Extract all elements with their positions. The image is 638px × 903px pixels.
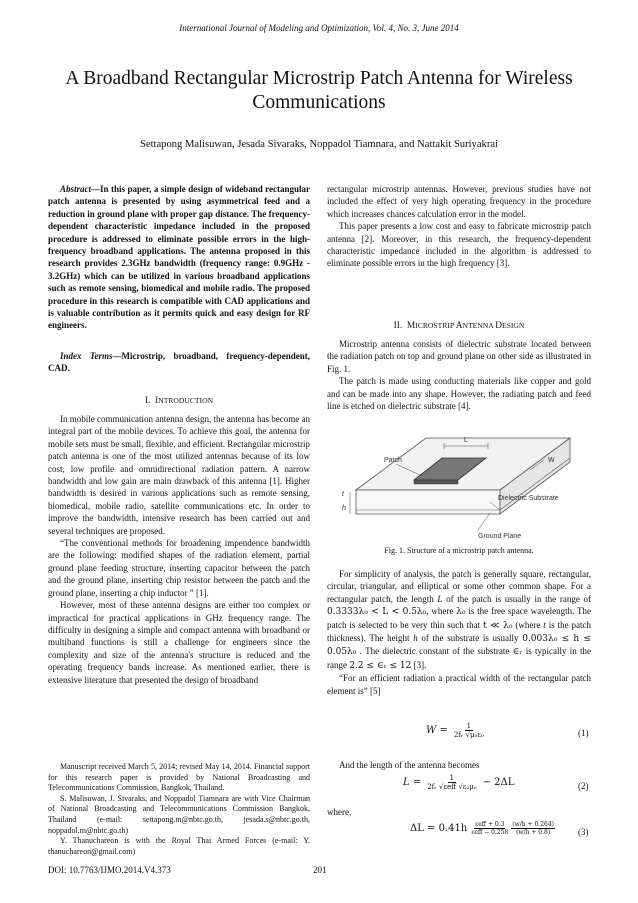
equation-2-number: (2) xyxy=(578,781,589,791)
simplicity-text-i: is typically in the range xyxy=(327,646,591,670)
section-1-number: I. xyxy=(144,396,151,406)
intro-paragraph-1: In mobile communication antenna design, the antenna has become an integral part of the mobile devices. To achieve this goal, the antenna for mobile sets must be small, flexible, and efficient. Rectangular microstrip patch antenna is one of the most utilized antennas because of its low cost, low profile and omnidirectional radiation pattern. A narrow bandwidth and low gain are main drawback of this antenna [1]. Higher bandwidth is desired in various applications such as remote sensing, biomedical, mobile radio, satellite communications etc. In order to improve the bandwidth, intensive research has been carried out and several techniques are proposed. xyxy=(48,414,310,536)
author-list: Settapong Malisuwan, Jesada Sivaraks, Noppadol Tiamnara, and Nattakit Suriyakrai xyxy=(139,139,499,150)
eq3-fraction-1-numerator: εeff + 0.3 xyxy=(475,821,505,828)
math-h: h xyxy=(413,633,418,644)
eq3-fraction-2-denominator: (w/h + 0.8) xyxy=(516,829,551,836)
simplicity-paragraph xyxy=(327,568,591,672)
thickness-label: t xyxy=(342,491,344,498)
simplicity-text-f: is the patch thickness). The height xyxy=(327,619,591,644)
footnote-2: S. Malisuwan, J. Sivaraks, and Noppadol Tiamnara are with Vice Chairman of National Broadcasting and Telecommunications Commission Bangkok, Thailand (e-mail: settapong.m@nbtc.go.th, jesada.s@nbtc.go.th, noppadol.m@nbtc.go.th) xyxy=(48,793,310,835)
index-terms-label: Index Terms xyxy=(60,351,113,361)
introduction-body xyxy=(48,413,310,686)
width-label: W xyxy=(548,457,555,464)
paper-title: A Broadband Rectangular Microstrip Patch Antenna for Wireless Communications xyxy=(65,68,573,113)
math-epsilon-range: 2.2 ≤ ∈ᵣ ≤ 12 xyxy=(349,660,412,671)
simplicity-text-d: is the free space wavelength. The patch is selected to be very thin such that xyxy=(327,606,591,630)
section-2-rest-3: ESIGN xyxy=(501,321,525,330)
ground-leader xyxy=(478,513,490,530)
math-lambda: λ₀ xyxy=(456,607,466,618)
simplicity-text-h: . The dielectric constant of the substrate xyxy=(356,646,513,657)
abstract-text: —In this paper, a simple design of wideband rectangular patch antenna is presented by using asymmetrical feed and a reduction in ground plane with proper gap distance. The frequency-dependent characteristic impedance included in the proposed procedure is addressed to eliminate possible errors in the high-frequency broadband applications. The antenna proposed in this research provides 2.3GHz bandwidth (frequency range: 0.9GHz - 3.2GHz) which can be utilized in various broadband applications such as remote sensing, biomedical and mobile radio. The proposed procedure in this research is compatible with CAD applications and is valuable contribution as it permits quick and easy design for RF engineers. xyxy=(48,184,310,331)
index-terms xyxy=(48,350,310,375)
footnote-1: Manuscript received March 5, 2014; revised May 14, 2014. Financial support for this research paper is provided by National Broadcasting and Telecommunications Commission, Bangkok, Thailand. xyxy=(48,762,310,793)
section-1-title-rest: NTRODUCTION xyxy=(158,396,214,405)
math-length-range: 0.3333λ₀ < L < 0.5λ₀ xyxy=(327,607,427,618)
eq3-fraction-1-denominator: εeff − 0.258 xyxy=(471,829,509,836)
design-paragraph-1: Microstrip antenna consists of dielectric substrate located between the radiation patch on top and ground plane on other side as illustrated in Fig. 1. xyxy=(327,339,591,374)
section-2-rest-1: ICROSTRIP xyxy=(415,321,456,330)
math-height-range: 0.003λ₀ ≤ h ≤ 0.05λ₀ xyxy=(327,634,591,658)
math-L: L xyxy=(437,593,443,604)
ground-plane-label: Ground Plane xyxy=(478,533,522,540)
eq2-fraction xyxy=(425,774,478,791)
abstract xyxy=(48,183,310,332)
page-number: 201 xyxy=(313,865,327,875)
where-text: where, xyxy=(327,807,352,817)
section-2-number: II. xyxy=(393,321,403,331)
intro-paragraph-2: “The conventional methods for broadening impendence bandwidth are the following: modified shapes of the radiation element, partial ground plane feeding structure, inserting capacitor between the patch and the ground plane, inserting chip resistor between the patch and the ground plane, inserting a chip inductor ” [1]. xyxy=(48,538,310,598)
eq3-fraction-2 xyxy=(511,821,555,836)
equation-2 xyxy=(403,774,514,791)
eq1-numerator: 1 xyxy=(466,722,472,730)
simplicity-text-e: (where xyxy=(512,619,544,630)
abstract-label: Abstract xyxy=(60,184,92,194)
microstrip-antenna-figure xyxy=(340,430,580,542)
equation-1 xyxy=(426,722,486,739)
design-paragraph-2: The patch is made using conducting materials like copper and gold and can be made into any shape. However, the radiating patch and feed line is etched on dielectric substrate [4]. xyxy=(327,376,591,412)
eq3-lhs: ΔL = 0.41h xyxy=(410,823,468,834)
intro-paragraph-3: However, most of these antenna designs are either too complex or impractical for practical applications in GHz frequency range. The difficulty in designing a simple and compact antenna with broadband or multiband functions is still a challenge for engineers since the complexity and size of the antenna's structure is reduced and the operating frequency bands increase. As mentioned earlier, there is extensive literature that presented the design of broadband xyxy=(48,600,310,685)
math-epsilon-r: ∈ᵣ xyxy=(512,647,523,658)
footnote-3: Y. Thanuchareon is with the Royal Thai Armed Forces (e-mail: Y. thanuchareon@gmail.com) xyxy=(48,836,310,856)
eq3-fraction-1 xyxy=(470,821,509,836)
width-intro-paragraph: “For an efficient radiation a practical width of the rectangular patch element is” [5] xyxy=(327,673,591,696)
journal-header: International Journal of Modeling and Optimization, Vol. 4, No. 3, June 2014 xyxy=(179,23,459,33)
dielectric-label: Dielectric Substrate xyxy=(498,495,559,502)
eq2-lhs: L = xyxy=(403,777,422,788)
doi: DOI: 10.7763/IJMO.2014.V4.373 xyxy=(48,865,171,875)
eq2-denominator: 2fᵣ √εeff √ε₀μ₀ xyxy=(427,783,477,791)
section-2-initial-m: M xyxy=(406,321,416,331)
eq2-tail: − 2ΔL xyxy=(482,777,515,788)
substrate-front-face xyxy=(356,490,500,514)
eq2-numerator: 1 xyxy=(449,774,455,782)
math-thickness-condition: t ≪ λ₀ xyxy=(483,620,513,631)
section-1-initial: I xyxy=(155,396,159,406)
right-paragraph-1: rectangular microstrip antennas. However, previous studies have not included the effect of very high operating frequency in the procedure which increases chances calculation error in the model. xyxy=(327,184,591,219)
section-2-initial-a: A xyxy=(455,321,463,331)
height-label: h xyxy=(342,505,346,512)
simplicity-text-c: , where xyxy=(426,606,457,617)
eq1-fraction xyxy=(452,722,486,739)
section-2-rest-2: NTENNA xyxy=(462,321,496,330)
simplicity-text-b: of the patch is usually in the range of xyxy=(442,593,591,604)
simplicity-text-a: For simplicity of analysis, the patch is generally square, rectangular, circular, triangular, and elliptical or some other common shape. For a rectangular patch, the length xyxy=(327,569,591,604)
right-paragraph-2: This paper presents a low cost and easy to fabricate microstrip patch antenna [2]. Moreover, in this research, the frequency-dependent characteristic impedance included in the algorithm is addressed to eliminate possible errors in the high frequency [3]. xyxy=(327,221,591,269)
index-terms-text: —Microstrip, broadband, frequency-dependent, CAD. xyxy=(48,351,310,374)
section-2-body xyxy=(327,338,591,412)
eq1-denominator: 2fᵣ √μ₀ε₀ xyxy=(453,731,484,739)
length-label: L xyxy=(464,437,468,444)
footnotes xyxy=(48,762,310,857)
simplicity-body xyxy=(327,568,591,697)
length-intro: And the length of the antenna becomes xyxy=(339,760,480,770)
patch-label: Patch xyxy=(384,457,402,464)
eq1-lhs: W = xyxy=(426,725,448,736)
simplicity-text-j: [3]. xyxy=(411,659,427,670)
equation-1-number: (1) xyxy=(578,728,589,738)
section-1-heading xyxy=(48,396,310,406)
simplicity-text-g: of the substrate is usually xyxy=(417,633,523,644)
equation-3 xyxy=(410,821,555,836)
eq3-fraction-2-numerator: (w/h + 0.264) xyxy=(512,821,554,828)
figure-caption: Fig. 1. Structure of a microstrip patch antenna. xyxy=(384,546,534,555)
math-t: t xyxy=(543,619,546,630)
right-intro xyxy=(327,183,591,270)
section-2-initial-d: D xyxy=(495,321,502,331)
section-2-heading xyxy=(327,321,591,331)
patch-edge xyxy=(414,480,458,484)
equation-3-number: (3) xyxy=(578,827,589,837)
